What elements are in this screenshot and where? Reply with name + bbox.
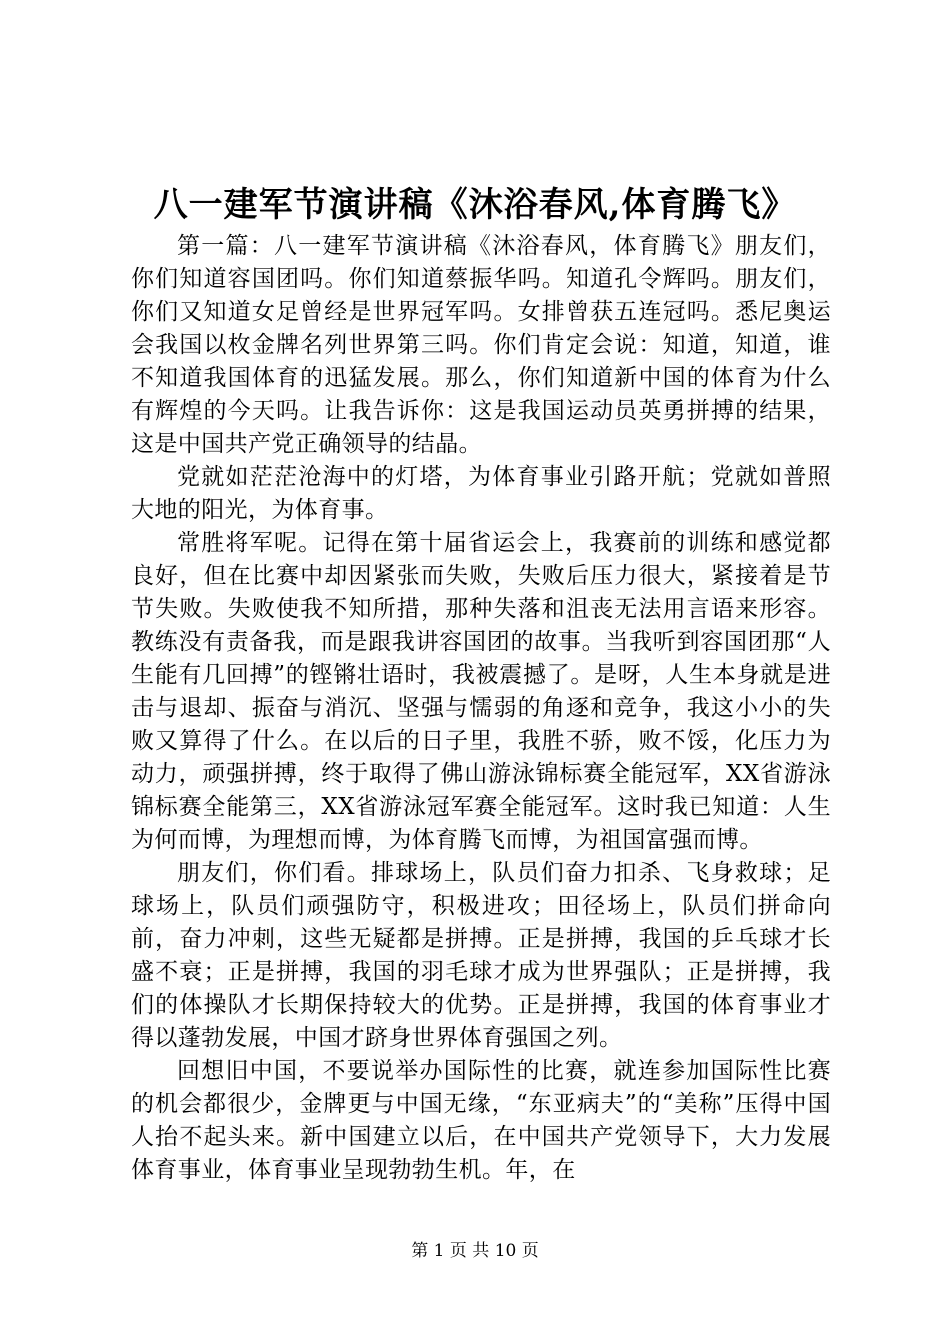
page-footer	[0, 1240, 950, 1262]
document-title: 八一建军节演讲稿《沐浴春风,体育腾飞》	[153, 185, 797, 225]
document-body	[131, 230, 831, 1187]
paragraph-1: 第一篇：八一建军节演讲稿《沐浴春风，体育腾飞》朋友们，你们知道容国团吗。你们知道蔡振华吗。知道孔令辉吗。朋友们，你们又知道女足曾经是世界冠军吗。女排曾获五连冠吗。悉尼奥运会我国以枚金牌名列世界第三吗。你们肯定会说：知道，知道，谁不知道我国体育的迅猛发展。那么，你们知道新中国的体育为什么有辉煌的今天吗。让我告诉你：这是我国运动员英勇拼搏的结果，这是中国共产党正确领导的结晶。	[131, 233, 831, 457]
paragraph-4: 朋友们，你们看。排球场上，队员们奋力扣杀、飞身救球；足球场上，队员们顽强防守，积极进攻；田径场上，队员们拼命向前，奋力冲刺，这些无疑都是拼搏。正是拼搏，我国的乒乓球才长盛不衰；正是拼搏，我国的羽毛球才成为世界强队；正是拼搏，我们的体操队才长期保持较大的优势。正是拼搏，我国的体育事业才得以蓬勃发展，中国才跻身世界体育强国之列。	[131, 860, 831, 1051]
paragraph-2: 党就如茫茫沧海中的灯塔，为体育事业引路开航；党就如普照大地的阳光，为体育事。	[131, 464, 831, 523]
paragraph-3: 常胜将军呢。记得在第十届省运会上，我赛前的训练和感觉都良好，但在比赛中却因紧张而失败，失败后压力很大，紧接着是节节失败。失败使我不知所措，那种失落和沮丧无法用言语来形容。教练没有责备我，而是跟我讲容国团的故事。当我听到容国团那“人生能有几回搏”的铿锵壮语时，我被震撼了。是呀，人生本身就是进击与退却、振奋与消沉、坚强与懦弱的角逐和竞争，我这小小的失败又算得了什么。在以后的日子里，我胜不骄，败不馁，化压力为动力，顽强拼搏，终于取得了佛山游泳锦标赛全能冠军，XX省游泳锦标赛全能第三，XX省游泳冠军赛全能冠军。这时我已知道：人生为何而博，为理想而博，为体育腾飞而博，为祖国富强而博。	[131, 530, 831, 853]
paragraph-5: 回想旧中国，不要说举办国际性的比赛，就连参加国际性比赛的机会都很少，金牌更与中国无缘，“东亚病夫”的“美称”压得中国人抬不起头来。新中国建立以后，在中国共产党领导下，大力发展体育事业，体育事业呈现勃勃生机。年，在	[131, 1058, 831, 1183]
page-number-label: 第 1 页 共 10 页	[411, 1241, 539, 1261]
